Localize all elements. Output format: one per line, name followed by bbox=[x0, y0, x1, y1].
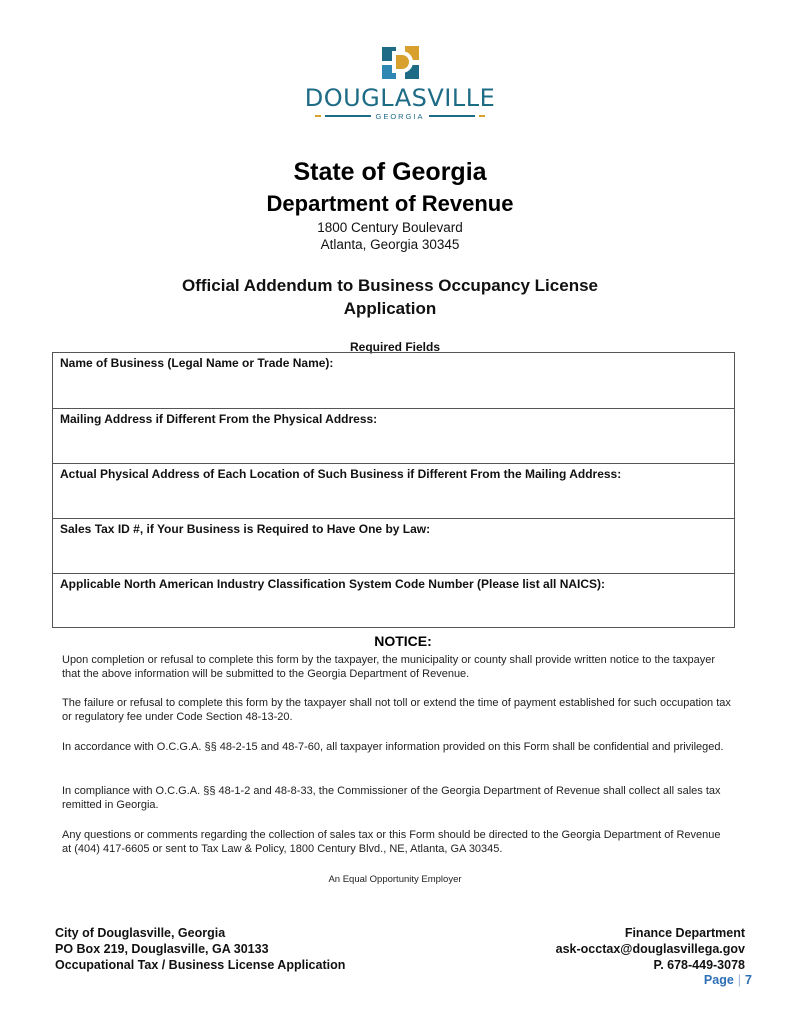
department-address-line1: 1800 Century Boulevard bbox=[317, 220, 463, 235]
footer-contact-info bbox=[556, 925, 745, 973]
form-title-line2: Application bbox=[343, 299, 437, 318]
footer-city-name: City of Douglasville, Georgia bbox=[55, 926, 226, 940]
logo-subtitle-text: GEORGIA bbox=[375, 111, 425, 121]
footer-city-info bbox=[55, 925, 345, 973]
field-mailing-address bbox=[53, 408, 734, 463]
footer-form-name: Occupational Tax / Business License Application bbox=[55, 958, 346, 972]
field-label: Mailing Address if Different From the Physical Address: bbox=[60, 412, 378, 426]
field-label: Actual Physical Address of Each Location of Such Business if Different From the Mailing Address: bbox=[60, 467, 622, 481]
footer-email[interactable]: ask-occtax@douglasvillega.gov bbox=[555, 942, 745, 956]
notice-paragraph: Any questions or comments regarding the collection of sales tax or this Form should be directed to the Georgia Department of Revenue at (404) 417-6605 or sent to Tax Law & Policy, 1800 Century Blvd., NE, Atlanta, GA 30345. bbox=[62, 829, 721, 855]
city-logo-subtitle bbox=[300, 110, 500, 122]
mailing-address-input[interactable] bbox=[59, 429, 728, 459]
notice-paragraph: In compliance with O.C.G.A. §§ 48-1-2 and 48-8-33, the Commissioner of the Georgia Department of Revenue shall collect all sales tax remitted in Georgia. bbox=[62, 785, 721, 811]
state-heading: State of Georgia bbox=[293, 158, 487, 186]
page-number-value: 7 bbox=[745, 973, 752, 987]
equal-opportunity-statement: An Equal Opportunity Employer bbox=[328, 874, 462, 885]
field-label: Applicable North American Industry Classification System Code Number (Please list all NAICS): bbox=[60, 577, 606, 591]
naics-code-input[interactable] bbox=[59, 594, 728, 624]
footer-department: Finance Department bbox=[624, 926, 745, 940]
city-logo-icon bbox=[381, 45, 421, 81]
required-fields-label: Required Fields bbox=[349, 340, 441, 354]
department-address-line2: Atlanta, Georgia 30345 bbox=[320, 237, 460, 252]
footer-po-box: PO Box 219, Douglasville, GA 30133 bbox=[55, 942, 269, 956]
notice-paragraph: The failure or refusal to complete this form by the taxpayer shall not toll or extend the time of payment established for such occupation tax or regulatory fee under Code Section 48-13-20. bbox=[62, 697, 731, 723]
footer-phone: P. 678-449-3078 bbox=[653, 958, 745, 972]
field-naics-code bbox=[53, 573, 734, 628]
field-label: Sales Tax ID #, if Your Business is Required to Have One by Law: bbox=[60, 522, 431, 536]
field-business-name bbox=[53, 353, 734, 408]
business-name-input[interactable] bbox=[59, 373, 728, 404]
form-title-line1: Official Addendum to Business Occupancy License bbox=[182, 276, 598, 295]
notice-heading: NOTICE: bbox=[374, 633, 432, 649]
field-label: Name of Business (Legal Name or Trade Name): bbox=[60, 356, 334, 370]
city-logo-name: DOUGLASVILLE bbox=[304, 84, 496, 112]
page-number bbox=[704, 973, 752, 987]
sales-tax-id-input[interactable] bbox=[59, 539, 728, 569]
page-label: Page bbox=[703, 973, 734, 987]
field-sales-tax-id bbox=[53, 518, 734, 573]
page-separator: | bbox=[737, 973, 742, 987]
department-heading: Department of Revenue bbox=[266, 191, 514, 216]
field-physical-address bbox=[53, 463, 734, 518]
required-fields-table bbox=[52, 352, 735, 628]
physical-address-input[interactable] bbox=[59, 484, 728, 514]
notice-paragraph: In accordance with O.C.G.A. §§ 48-2-15 and 48-7-60, all taxpayer information provided on this Form shall be confidential and privileged. bbox=[62, 741, 724, 753]
notice-paragraph: Upon completion or refusal to complete this form by the taxpayer, the municipality or county shall provide written notice to the taxpayer that the above information will be submitted to the Georgia Department of Revenue. bbox=[62, 654, 715, 680]
